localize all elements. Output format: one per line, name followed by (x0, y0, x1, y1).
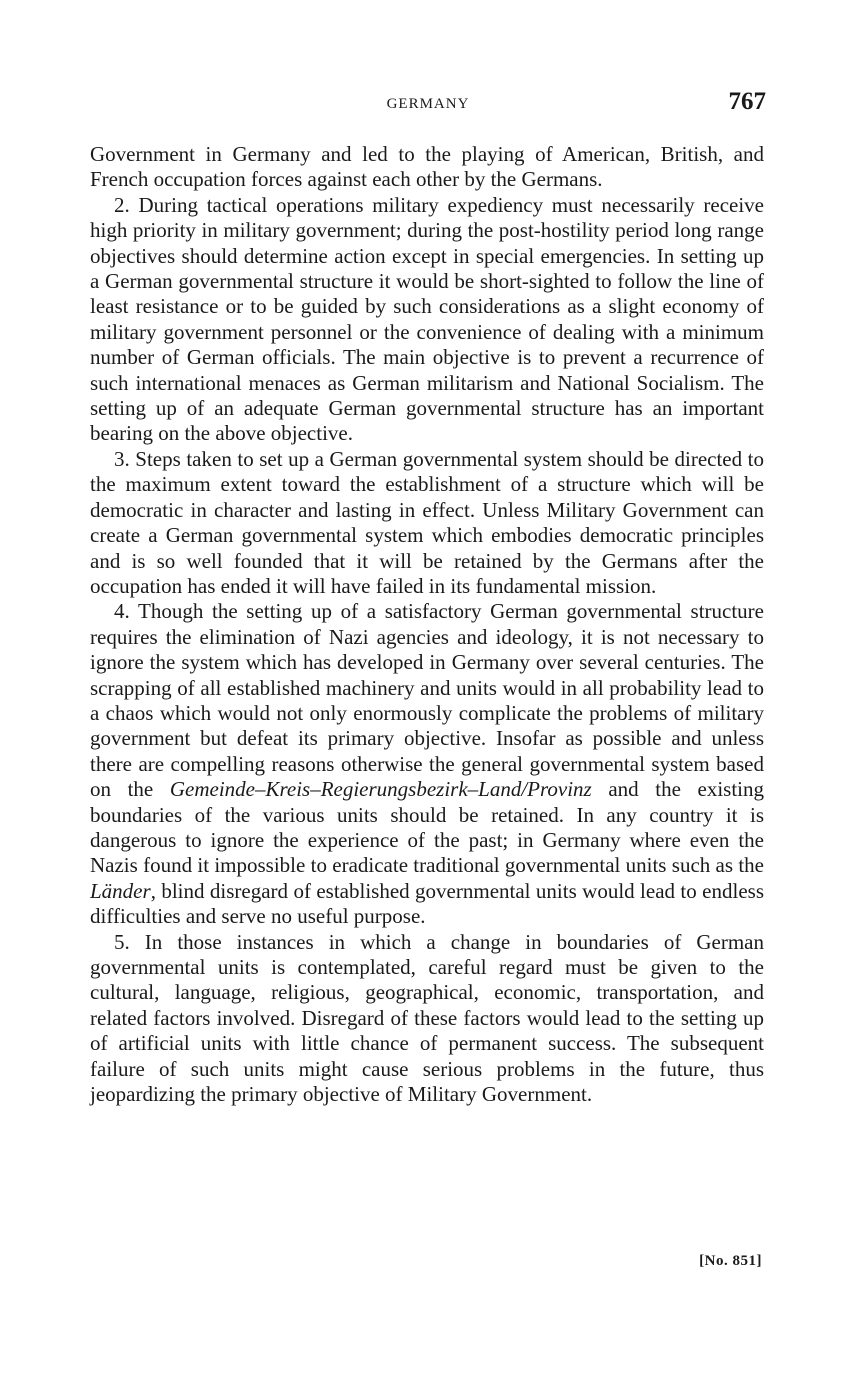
document-number: [No. 851] (699, 1253, 762, 1269)
administrative-hierarchy-term: Gemeinde–Kreis–Regierungsbezirk–Land/Provinz (169, 777, 592, 802)
body-text (90, 142, 764, 1107)
paragraph-4-part-2: and the existing boundaries of the various units should be retained. In any country it is dangerous to ignore the experience of the past; in Germany where even the Nazis found it impossible to eradicate traditional governmental units such as the (90, 777, 764, 878)
running-title: GERMANY (386, 96, 470, 112)
paragraph-5: 5. In those instances in which a change in boundaries of German governmental units is contemplated, careful regard must be given to the cultural, language, religious, geographical, economic, transportation, and related factors involved. Disregard of these factors would lead to the setting up of artificial units with little chance of permanent success. The subsequent failure of such units might cause serious problems in the future, thus jeopardizing the primary objective of Military Government. (90, 929, 764, 1107)
running-head (90, 88, 766, 124)
page-number: 767 (728, 88, 766, 115)
paragraph-3: 3. Steps taken to set up a German governmental system should be directed to the maximum extent toward the establishment of a structure which will be democratic in character and lasting in effect. Unless Military Government can create a German governmental system which embodies democratic principles and is so well founded that it will be retained by the Germans after the occupation has ended it will have failed in its fundamental mission. (90, 446, 764, 598)
paragraph-4-part-1: 4. Though the setting up of a satisfactory German governmental structure requires the elimination of Nazi agencies and ideology, it is not necessary to ignore the system which has developed in Germany over several centuries. The scrapping of all established machinery and units would in all probability lead to a chaos which would not only enormously complicate the problems of military government but defeat its primary objective. Insofar as possible and unless there are compelling reasons otherwise the general governmental system based on the (90, 599, 764, 802)
paragraph-continuation: Government in Germany and led to the playing of American, British, and French occupation forces against each other by the Germans. (90, 142, 764, 192)
paragraph-4-part-3: , blind disregard of established governmental units would lead to endless difficulties and serve no useful purpose. (90, 878, 764, 929)
paragraph-2: 2. During tactical operations military expediency must necessarily receive high priority in military government; during the post-hostility period long range objectives should determine action except in special emergencies. In setting up a German governmental structure it would be short-sighted to follow the line of least resistance or to be guided by such considerations as a slight economy of military government personnel or the convenience of dealing with a minimum number of German officials. The main objective is to prevent a recurrence of such international menaces as German militarism and National Socialism. The setting up of an adequate German governmental structure has an important bearing on the above objective. (90, 192, 764, 446)
paragraph-4 (90, 599, 764, 929)
lander-term: Länder (90, 878, 151, 903)
